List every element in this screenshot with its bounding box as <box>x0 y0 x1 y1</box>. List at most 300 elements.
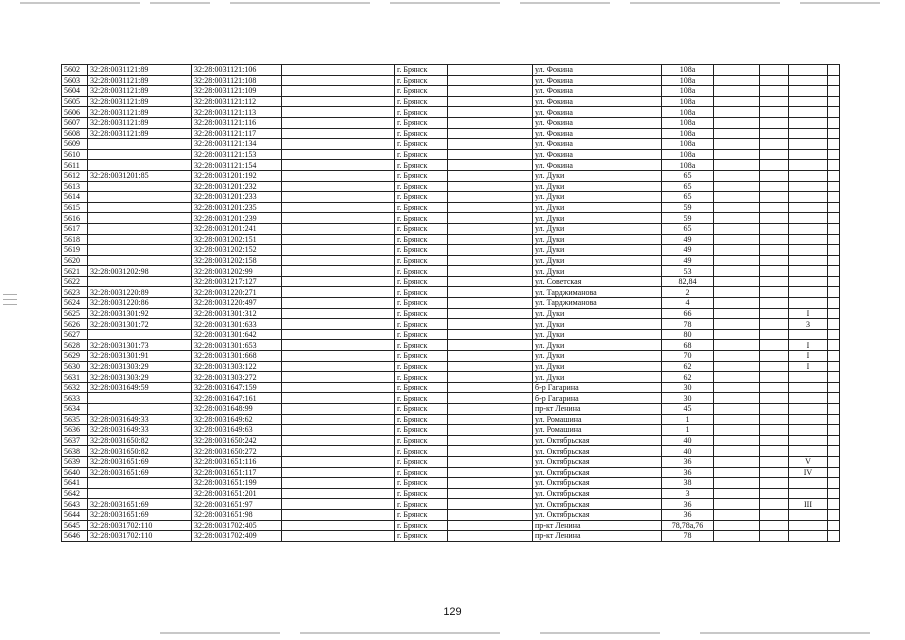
cell-house: 65 <box>662 181 714 192</box>
cell-parent: 32:28:0031651:69 <box>88 467 192 478</box>
cell-id: 5617 <box>62 223 88 234</box>
cell-roman <box>789 266 828 277</box>
empty-cell <box>448 467 533 478</box>
cell-cadastral: 32:28:0031303:272 <box>192 372 282 383</box>
cell-cadastral: 32:28:0031121:109 <box>192 86 282 97</box>
cell-house: 82,84 <box>662 276 714 287</box>
table-row <box>62 107 840 118</box>
cell-street: ул. Фокина <box>533 75 662 86</box>
cell-city: г. Брянск <box>395 245 448 256</box>
cell-parent <box>88 149 192 160</box>
empty-cell <box>760 170 789 181</box>
cell-city: г. Брянск <box>395 478 448 489</box>
cell-parent: 32:28:0031121:89 <box>88 107 192 118</box>
empty-cell <box>448 351 533 362</box>
cell-cadastral: 32:28:0031649:63 <box>192 425 282 436</box>
cell-cadastral: 32:28:0031121:112 <box>192 96 282 107</box>
empty-cell <box>714 488 760 499</box>
empty-cell <box>828 308 840 319</box>
cell-roman <box>789 255 828 266</box>
empty-cell <box>448 202 533 213</box>
empty-cell <box>714 467 760 478</box>
empty-cell <box>714 170 760 181</box>
cell-id: 5614 <box>62 192 88 203</box>
cell-cadastral: 32:28:0031202:152 <box>192 245 282 256</box>
table-row <box>62 255 840 266</box>
empty-cell <box>714 425 760 436</box>
empty-cell <box>282 361 395 372</box>
cell-roman <box>789 202 828 213</box>
empty-cell <box>760 467 789 478</box>
empty-cell <box>714 139 760 150</box>
empty-cell <box>282 414 395 425</box>
table-row <box>62 509 840 520</box>
empty-cell <box>448 488 533 499</box>
empty-cell <box>760 340 789 351</box>
empty-cell <box>828 446 840 457</box>
empty-cell <box>714 213 760 224</box>
empty-cell <box>714 181 760 192</box>
cell-street: ул. Фокина <box>533 117 662 128</box>
empty-cell <box>282 223 395 234</box>
empty-cell <box>828 160 840 171</box>
empty-cell <box>714 192 760 203</box>
table-row <box>62 382 840 393</box>
cell-parent: 32:28:0031301:73 <box>88 340 192 351</box>
empty-cell <box>828 128 840 139</box>
empty-cell <box>828 435 840 446</box>
cell-street: пр-кт Ленина <box>533 531 662 542</box>
cell-id: 5642 <box>62 488 88 499</box>
empty-cell <box>282 213 395 224</box>
cell-cadastral: 32:28:0031220:271 <box>192 287 282 298</box>
cell-house: 108а <box>662 86 714 97</box>
cell-roman: IV <box>789 467 828 478</box>
cell-id: 5606 <box>62 107 88 118</box>
cell-street: ул. Дуки <box>533 192 662 203</box>
empty-cell <box>282 192 395 203</box>
cell-roman <box>789 414 828 425</box>
empty-cell <box>828 372 840 383</box>
cell-street: ул. Дуки <box>533 245 662 256</box>
empty-cell <box>760 213 789 224</box>
empty-cell <box>714 223 760 234</box>
empty-cell <box>448 117 533 128</box>
table-row <box>62 160 840 171</box>
cell-street: ул. Октябрьская <box>533 478 662 489</box>
cell-roman <box>789 382 828 393</box>
empty-cell <box>828 531 840 542</box>
cell-id: 5643 <box>62 499 88 510</box>
empty-cell <box>714 319 760 330</box>
empty-cell <box>714 435 760 446</box>
empty-cell <box>828 234 840 245</box>
cell-roman: 3 <box>789 319 828 330</box>
cell-parent <box>88 478 192 489</box>
cell-roman <box>789 393 828 404</box>
empty-cell <box>282 351 395 362</box>
empty-cell <box>448 149 533 160</box>
empty-cell <box>714 446 760 457</box>
cell-house: 38 <box>662 478 714 489</box>
empty-cell <box>828 181 840 192</box>
cell-house: 108а <box>662 107 714 118</box>
empty-cell <box>714 509 760 520</box>
empty-cell <box>448 361 533 372</box>
empty-cell <box>282 446 395 457</box>
cell-cadastral: 32:28:0031220:497 <box>192 298 282 309</box>
cell-house: 49 <box>662 245 714 256</box>
empty-cell <box>760 372 789 383</box>
empty-cell <box>828 287 840 298</box>
scan-margin-mark <box>3 290 17 314</box>
cell-city: г. Брянск <box>395 393 448 404</box>
empty-cell <box>760 329 789 340</box>
table-row <box>62 65 840 76</box>
table-row <box>62 298 840 309</box>
cell-id: 5609 <box>62 139 88 150</box>
cell-id: 5612 <box>62 170 88 181</box>
empty-cell <box>760 361 789 372</box>
cell-street: ул. Октябрьская <box>533 467 662 478</box>
cell-house: 65 <box>662 170 714 181</box>
empty-cell <box>760 382 789 393</box>
cell-parent <box>88 329 192 340</box>
cell-house: 30 <box>662 382 714 393</box>
empty-cell <box>828 404 840 415</box>
empty-cell <box>714 531 760 542</box>
cell-id: 5622 <box>62 276 88 287</box>
empty-cell <box>828 65 840 76</box>
cell-parent: 32:28:0031650:82 <box>88 446 192 457</box>
cell-id: 5644 <box>62 509 88 520</box>
empty-cell <box>828 245 840 256</box>
empty-cell <box>714 404 760 415</box>
empty-cell <box>282 128 395 139</box>
cell-parent: 32:28:0031301:72 <box>88 319 192 330</box>
cell-parent <box>88 404 192 415</box>
cell-id: 5607 <box>62 117 88 128</box>
cell-parent: 32:28:0031301:91 <box>88 351 192 362</box>
empty-cell <box>760 425 789 436</box>
cell-parent: 32:28:0031702:110 <box>88 520 192 531</box>
empty-cell <box>828 298 840 309</box>
empty-cell <box>714 107 760 118</box>
cell-id: 5628 <box>62 340 88 351</box>
page-number: 129 <box>443 606 462 618</box>
empty-cell <box>828 86 840 97</box>
empty-cell <box>282 531 395 542</box>
cell-city: г. Брянск <box>395 404 448 415</box>
cell-id: 5619 <box>62 245 88 256</box>
cell-parent: 32:28:0031649:33 <box>88 414 192 425</box>
cell-city: г. Брянск <box>395 488 448 499</box>
empty-cell <box>760 192 789 203</box>
empty-cell <box>282 234 395 245</box>
empty-cell <box>760 96 789 107</box>
table-row <box>62 414 840 425</box>
cell-house: 36 <box>662 456 714 467</box>
empty-cell <box>282 117 395 128</box>
empty-cell <box>714 329 760 340</box>
cell-cadastral: 32:28:0031202:158 <box>192 255 282 266</box>
cell-id: 5626 <box>62 319 88 330</box>
cell-street: ул. Октябрьская <box>533 499 662 510</box>
cell-city: г. Брянск <box>395 308 448 319</box>
cell-cadastral: 32:28:0031121:113 <box>192 107 282 118</box>
empty-cell <box>448 160 533 171</box>
empty-cell <box>282 467 395 478</box>
cell-cadastral: 32:28:0031121:116 <box>192 117 282 128</box>
empty-cell <box>714 478 760 489</box>
table-row <box>62 245 840 256</box>
cell-id: 5637 <box>62 435 88 446</box>
cell-house: 1 <box>662 425 714 436</box>
empty-cell <box>282 202 395 213</box>
empty-cell <box>448 298 533 309</box>
cell-house: 36 <box>662 499 714 510</box>
cell-house: 65 <box>662 223 714 234</box>
cell-parent: 32:28:0031202:98 <box>88 266 192 277</box>
empty-cell <box>828 414 840 425</box>
cell-id: 5630 <box>62 361 88 372</box>
empty-cell <box>282 149 395 160</box>
cell-roman <box>789 223 828 234</box>
empty-cell <box>282 404 395 415</box>
cell-city: г. Брянск <box>395 213 448 224</box>
cell-house: 108а <box>662 75 714 86</box>
cell-city: г. Брянск <box>395 435 448 446</box>
cell-city: г. Брянск <box>395 266 448 277</box>
cell-parent: 32:28:0031702:110 <box>88 531 192 542</box>
empty-cell <box>714 117 760 128</box>
table-row <box>62 351 840 362</box>
cell-id: 5616 <box>62 213 88 224</box>
cell-house: 49 <box>662 255 714 266</box>
cell-street: ул. Дуки <box>533 213 662 224</box>
cell-street: ул. Советская <box>533 276 662 287</box>
empty-cell <box>760 160 789 171</box>
cell-house: 78,78а,76 <box>662 520 714 531</box>
cell-id: 5631 <box>62 372 88 383</box>
cell-house: 4 <box>662 298 714 309</box>
empty-cell <box>448 181 533 192</box>
empty-cell <box>760 488 789 499</box>
empty-cell <box>282 160 395 171</box>
empty-cell <box>448 393 533 404</box>
cell-cadastral: 32:28:0031702:409 <box>192 531 282 542</box>
cell-city: г. Брянск <box>395 467 448 478</box>
cell-roman <box>789 520 828 531</box>
empty-cell <box>828 478 840 489</box>
cell-city: г. Брянск <box>395 414 448 425</box>
cell-roman <box>789 509 828 520</box>
cell-house: 78 <box>662 531 714 542</box>
empty-cell <box>760 520 789 531</box>
empty-cell <box>828 382 840 393</box>
empty-cell <box>448 107 533 118</box>
cell-house: 59 <box>662 213 714 224</box>
table-row <box>62 446 840 457</box>
cell-city: г. Брянск <box>395 319 448 330</box>
table-row <box>62 223 840 234</box>
cell-street: ул. Тарджиманова <box>533 287 662 298</box>
empty-cell <box>448 382 533 393</box>
empty-cell <box>714 86 760 97</box>
cell-roman <box>789 128 828 139</box>
cell-id: 5638 <box>62 446 88 457</box>
cell-id: 5627 <box>62 329 88 340</box>
table-row <box>62 361 840 372</box>
cell-parent <box>88 223 192 234</box>
cell-parent: 32:28:0031303:29 <box>88 372 192 383</box>
cell-id: 5610 <box>62 149 88 160</box>
cell-city: г. Брянск <box>395 255 448 266</box>
cell-street: б-р Гагарина <box>533 382 662 393</box>
empty-cell <box>760 351 789 362</box>
empty-cell <box>714 308 760 319</box>
cell-street: ул. Дуки <box>533 234 662 245</box>
cell-cadastral: 32:28:0031121:134 <box>192 139 282 150</box>
cell-street: ул. Дуки <box>533 266 662 277</box>
empty-cell <box>282 298 395 309</box>
cell-cadastral: 32:28:0031651:98 <box>192 509 282 520</box>
empty-cell <box>448 520 533 531</box>
table-row <box>62 467 840 478</box>
empty-cell <box>714 382 760 393</box>
empty-cell <box>828 223 840 234</box>
empty-cell <box>282 340 395 351</box>
empty-cell <box>714 266 760 277</box>
cell-cadastral: 32:28:0031301:653 <box>192 340 282 351</box>
cell-street: ул. Дуки <box>533 170 662 181</box>
empty-cell <box>282 329 395 340</box>
empty-cell <box>282 308 395 319</box>
cell-house: 108а <box>662 139 714 150</box>
cell-parent <box>88 276 192 287</box>
empty-cell <box>760 414 789 425</box>
empty-cell <box>714 361 760 372</box>
cell-house: 40 <box>662 435 714 446</box>
empty-cell <box>828 361 840 372</box>
cell-roman <box>789 478 828 489</box>
cell-city: г. Брянск <box>395 456 448 467</box>
cell-house: 70 <box>662 351 714 362</box>
cell-id: 5618 <box>62 234 88 245</box>
empty-cell <box>828 266 840 277</box>
cell-cadastral: 32:28:0031647:161 <box>192 393 282 404</box>
empty-cell <box>448 414 533 425</box>
cell-roman: I <box>789 361 828 372</box>
cell-street: ул. Дуки <box>533 223 662 234</box>
cell-house: 108а <box>662 65 714 76</box>
empty-cell <box>448 531 533 542</box>
cell-id: 5634 <box>62 404 88 415</box>
empty-cell <box>714 456 760 467</box>
cell-id: 5613 <box>62 181 88 192</box>
cell-cadastral: 32:28:0031202:151 <box>192 234 282 245</box>
empty-cell <box>760 107 789 118</box>
empty-cell <box>448 319 533 330</box>
empty-cell <box>282 520 395 531</box>
empty-cell <box>448 255 533 266</box>
cell-city: г. Брянск <box>395 181 448 192</box>
table-row <box>62 192 840 203</box>
table-row <box>62 213 840 224</box>
cell-id: 5640 <box>62 467 88 478</box>
cell-cadastral: 32:28:0031121:106 <box>192 65 282 76</box>
empty-cell <box>828 520 840 531</box>
cell-cadastral: 32:28:0031301:312 <box>192 308 282 319</box>
cell-parent: 32:28:0031650:82 <box>88 435 192 446</box>
empty-cell <box>760 117 789 128</box>
scan-noise-bottom <box>0 632 905 638</box>
cell-cadastral: 32:28:0031301:642 <box>192 329 282 340</box>
empty-cell <box>448 245 533 256</box>
empty-cell <box>828 425 840 436</box>
cell-id: 5645 <box>62 520 88 531</box>
empty-cell <box>282 488 395 499</box>
cell-id: 5633 <box>62 393 88 404</box>
cell-city: г. Брянск <box>395 107 448 118</box>
cell-roman <box>789 245 828 256</box>
empty-cell <box>714 520 760 531</box>
cell-id: 5639 <box>62 456 88 467</box>
empty-cell <box>760 181 789 192</box>
cell-parent: 32:28:0031649:33 <box>88 425 192 436</box>
empty-cell <box>828 456 840 467</box>
empty-cell <box>282 170 395 181</box>
cell-roman <box>789 287 828 298</box>
empty-cell <box>282 435 395 446</box>
empty-cell <box>714 128 760 139</box>
cell-roman: V <box>789 456 828 467</box>
cell-house: 108а <box>662 128 714 139</box>
table-row <box>62 520 840 531</box>
cell-id: 5624 <box>62 298 88 309</box>
cell-parent <box>88 255 192 266</box>
empty-cell <box>282 319 395 330</box>
cell-cadastral: 32:28:0031651:116 <box>192 456 282 467</box>
cell-parent: 32:28:0031301:92 <box>88 308 192 319</box>
table-row <box>62 404 840 415</box>
cell-city: г. Брянск <box>395 96 448 107</box>
cell-street: ул. Октябрьская <box>533 456 662 467</box>
cell-parent <box>88 202 192 213</box>
cell-cadastral: 32:28:0031201:235 <box>192 202 282 213</box>
cell-roman <box>789 446 828 457</box>
cell-city: г. Брянск <box>395 287 448 298</box>
cell-house: 3 <box>662 488 714 499</box>
empty-cell <box>448 96 533 107</box>
empty-cell <box>448 456 533 467</box>
empty-cell <box>448 223 533 234</box>
cell-house: 59 <box>662 202 714 213</box>
empty-cell <box>828 340 840 351</box>
cell-city: г. Брянск <box>395 128 448 139</box>
cell-roman: I <box>789 351 828 362</box>
empty-cell <box>760 478 789 489</box>
empty-cell <box>282 266 395 277</box>
cell-roman <box>789 149 828 160</box>
cell-street: б-р Гагарина <box>533 393 662 404</box>
cell-house: 1 <box>662 414 714 425</box>
empty-cell <box>282 139 395 150</box>
cell-parent: 32:28:0031121:89 <box>88 65 192 76</box>
cell-city: г. Брянск <box>395 361 448 372</box>
cell-parent: 32:28:0031121:89 <box>88 86 192 97</box>
cell-roman <box>789 170 828 181</box>
